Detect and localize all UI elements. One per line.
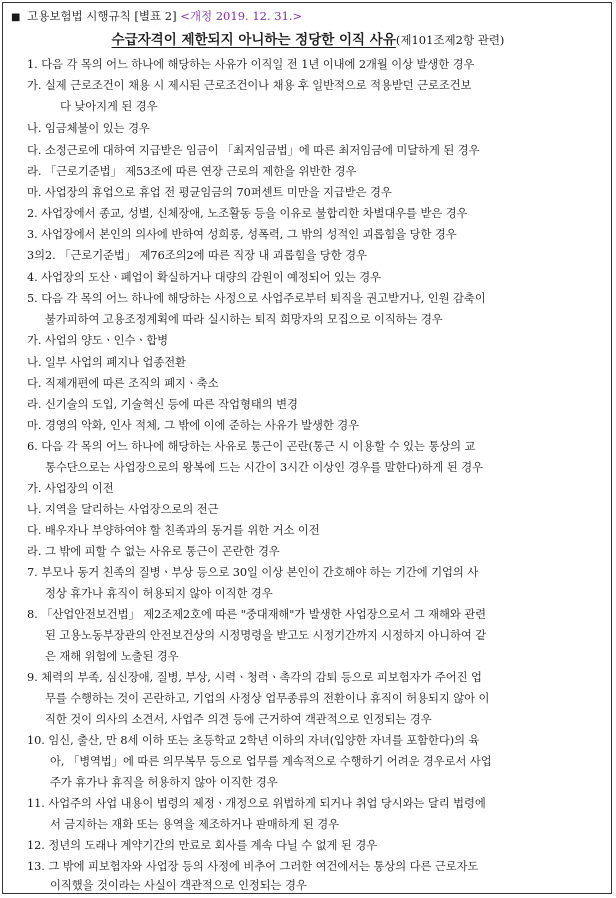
- list-item: 5. 다음 각 목의 어느 하나에 해당하는 사정으로 사업주로부터 퇴직을 권고받거나, 인원 감축이: [27, 292, 486, 305]
- square-bullet-icon: ■: [11, 12, 21, 23]
- list-item: 13. 그 밖에 피보험자와 사업장 등의 사정에 비추어 그러한 여건에서는 통상의 다른 근로자도: [27, 860, 479, 873]
- list-item: 불가피하여 고용조정계획에 따라 실시하는 퇴직 희망자의 모집으로 이직하는 경우: [45, 313, 443, 326]
- list-item: 나. 임금체불이 있는 경우: [27, 122, 150, 135]
- list-item: 12. 정년의 도래나 계약기간의 만료로 회사를 계속 다닐 수 없게 된 경우: [27, 839, 378, 852]
- list-item: 라. 「근로기준법」 제53조에 따른 연장 근로의 제한을 위반한 경우: [27, 165, 357, 178]
- list-item: 4. 사업장의 도산ㆍ폐업이 확실하거나 대량의 감원이 예정되어 있는 경우: [27, 271, 382, 284]
- list-item: 6. 다음 각 목의 어느 하나에 해당하는 사유로 통근이 곤란(통근 시 이용할 수 있는 통상의 교: [27, 440, 476, 453]
- title-sub: (제101조제2항 관련): [395, 33, 505, 47]
- list-item: 나. 지역을 달리하는 사업장으로의 전근: [27, 503, 219, 516]
- list-item: 가. 실제 근로조건이 채용 시 제시된 근로조건이나 채용 후 일반적으로 적용받던 근로조건보: [27, 79, 472, 92]
- list-item: 은 재해 위험에 노출된 경우: [45, 650, 179, 663]
- list-item: 8. 「산업안전보건법」 제2조제2호에 따른 "중대재해"가 발생한 사업장으로서 그 재해와 관련: [27, 608, 486, 621]
- list-item: 정상 휴가나 휴직이 허용되지 않아 이직한 경우: [45, 587, 273, 600]
- list-item: 주가 휴가나 휴직을 허용하지 않아 이직한 경우: [50, 776, 278, 789]
- list-item: 이직했을 것이라는 사실이 객관적으로 인정되는 경우: [50, 879, 307, 892]
- law-reference: 고용보험법 시행규칙 [별표 2]: [27, 9, 177, 23]
- list-item: 다. 직제개편에 따른 조직의 폐지ㆍ축소: [27, 377, 219, 390]
- list-item: 직한 것이 의사의 소견서, 사업주 의견 등에 근거하여 객관적으로 인정되는 경우: [45, 713, 432, 726]
- list-item: 서 금지하는 재화 또는 용역을 제조하거나 판매하게 된 경우: [50, 818, 340, 831]
- revision-date: <개정 2019. 12. 31.>: [180, 9, 303, 23]
- list-item: 통수단으로는 사업장으로의 왕복에 드는 시간이 3시간 이상인 경우를 말한다)하게 된 경우: [45, 461, 483, 474]
- list-item: 3의2. 「근로기준법」 제76조의2에 따른 직장 내 괴롭힘을 당한 경우: [27, 249, 367, 262]
- list-item: 10. 임신, 출산, 만 8세 이하 또는 초등학교 2학년 이하의 자녀(입양한 자녀를 포함한다)의 육: [27, 734, 480, 747]
- list-item: 무를 수행하는 것이 곤란하고, 기업의 사정상 업무종류의 전환이나 휴직이 허용되지 않아 이: [45, 692, 490, 705]
- list-item: 다 낮아지게 된 경우: [60, 100, 158, 113]
- list-item: 마. 경영의 악화, 인사 적체, 그 밖에 이에 준하는 사유가 발생한 경우: [27, 419, 360, 432]
- list-item: 다. 소정근로에 대하여 지급받은 임금이 「최저임금법」에 따른 최저임금에 미달하게 된 경우: [27, 144, 480, 157]
- document-body: [3, 3, 613, 895]
- list-item: 라. 신기술의 도입, 기술혁신 등에 따른 작업형태의 변경: [27, 398, 298, 411]
- list-item: 다. 배우자나 부양하여야 할 친족과의 동거를 위한 거소 이전: [27, 524, 320, 537]
- list-item: 가. 사업장의 이전: [27, 482, 114, 495]
- document-frame: [2, 2, 612, 894]
- list-item: 11. 사업주의 사업 내용이 법령의 제정ㆍ개정으로 위법하게 되거나 취업 당시와는 달리 법령에: [27, 797, 486, 810]
- list-item: 가. 사업의 양도ㆍ인수ㆍ합병: [27, 334, 168, 347]
- list-item: 3. 사업장에서 본인의 의사에 반하여 성희롱, 성폭력, 그 밖의 성적인 괴롭힘을 당한 경우: [27, 228, 457, 241]
- list-item: 2. 사업장에서 종교, 성별, 신체장애, 노조활동 등을 이유로 불합리한 차별대우를 받은 경우: [27, 207, 468, 220]
- list-item: 라. 그 밖에 피할 수 없는 사유로 통근이 곤란한 경우: [27, 545, 280, 558]
- list-item: 아, 「병역법」에 따른 의무복무 등으로 업무를 계속적으로 수행하기 어려운 경우로서 사업: [50, 755, 492, 768]
- list-item: 마. 사업장의 휴업으로 휴업 전 평균임금의 70퍼센트 미만을 지급받은 경우: [27, 186, 392, 199]
- title-main: 수급자격이 제한되지 아니하는 정당한 이직 사유: [111, 32, 396, 48]
- list-item: 9. 체력의 부족, 심신장애, 질병, 부상, 시력ㆍ청력ㆍ촉각의 감퇴 등으로 피보험자가 주어진 업: [27, 671, 482, 684]
- list-item: 나. 일부 사업의 폐지나 업종전환: [27, 356, 186, 369]
- list-item: 1. 다음 각 목의 어느 하나에 해당하는 사유가 이직일 전 1년 이내에 2개월 이상 발생한 경우: [27, 58, 475, 71]
- list-item: 7. 부모나 동거 친족의 질병ㆍ부상 등으로 30일 이상 본인이 간호해야 하는 기간에 기업의 사: [27, 566, 479, 579]
- list-item: 된 고용노동부장관의 안전보건상의 시정명령을 받고도 시정기간까지 시정하지 아니하여 같: [45, 629, 487, 642]
